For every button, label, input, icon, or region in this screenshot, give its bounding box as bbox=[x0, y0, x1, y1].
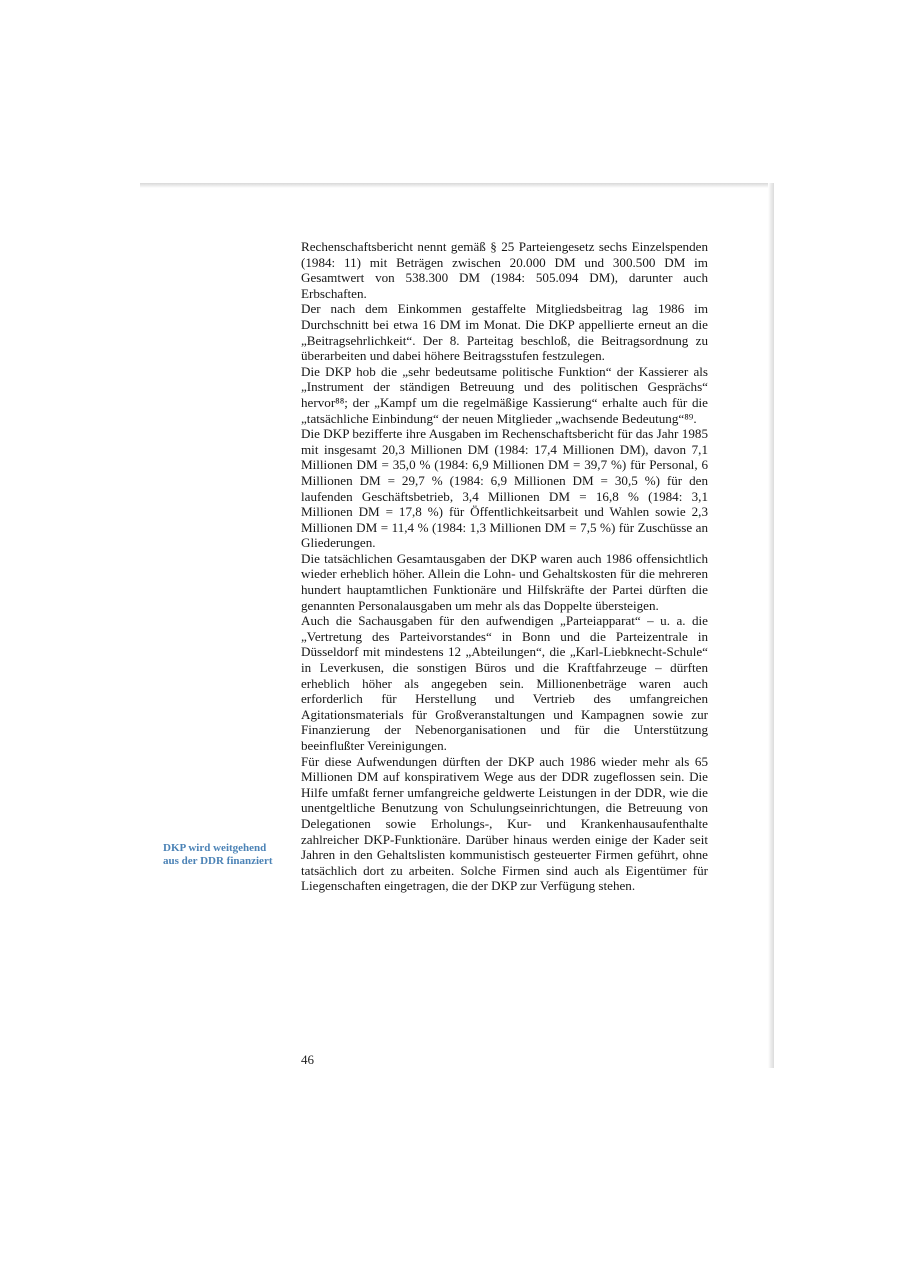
paragraph-material-expenses: Auch die Sachausgaben für den aufwendigen „Parteiapparat“ – u. a. die „Vertretung des Parteivorstandes“ in Bonn und die Parteizentrale in Düsseldorf mit mindestens 12 „Abteilungen“, die „Karl-Liebknecht-Schule“ in Leverkusen, die sonstigen Büros und die Kraftfahrzeuge – dürften erheblich höher als angegeben sein. Millionenbeträge waren auch erforderlich für Herstellung und Vertrieb des umfangreichen Agitationsmaterials für Großveranstaltungen und Kampagnen sowie zur Finanzierung der Nebenorganisationen und für die Unterstützung beeinflußter Vereinigungen. bbox=[301, 613, 708, 753]
body-text bbox=[301, 239, 708, 894]
scan-edge-right bbox=[768, 183, 774, 1068]
paragraph-gdr-funding: Für diese Aufwendungen dürften der DKP auch 1986 wieder mehr als 65 Millionen DM auf konspirativem Wege aus der DDR zugeflossen sein. Die Hilfe umfaßt ferner umfangreiche geldwerte Leistungen in der DDR, wie die unentgeltliche Benutzung von Schulungseinrichtungen, die Betreuung von Delegationen sowie Erholungs-, Kur- und Krankenhausaufenthalte zahlreicher DKP-Funktionäre. Darüber hinaus werden einige der Kader seit Jahren in den Gehaltslisten kommunistisch gesteuerter Firmen geführt, ohne tatsächlich dort zu arbeiten. Solche Firmen sind auch als Eigentümer für Liegenschaften eingetragen, die der DKP zur Verfügung stehen. bbox=[301, 753, 708, 894]
paragraph-membership-fees: Der nach dem Einkommen gestaffelte Mitgliedsbeitrag lag 1986 im Durchschnitt bei etwa 16 DM im Monat. Die DKP appellierte erneut an die „Beitragsehrlichkeit“. Der 8. Parteitag beschloß, die Beitragsordnung zu überarbeiten und dabei höhere Beitragsstufen festzulegen. bbox=[301, 301, 708, 364]
paragraph-actual-expenses: Die tatsächlichen Gesamtausgaben der DKP waren auch 1986 offensichtlich wieder erheblich höher. Allein die Lohn- und Gehaltskosten für die mehreren hundert hauptamtlichen Funktionäre und Hilfskräfte der Partei dürften die genannten Personalausgaben um mehr als das Doppelte übersteigen. bbox=[301, 550, 708, 613]
margin-note: DKP wird weitgehend aus der DDR finanziert bbox=[163, 842, 273, 867]
scan-edge-top bbox=[140, 183, 773, 188]
page-number: 46 bbox=[301, 1052, 314, 1067]
paragraph-expenses-1985: Die DKP bezifferte ihre Ausgaben im Rechenschaftsbericht für das Jahr 1985 mit insgesamt 20,3 Millionen DM (1984: 17,4 Millionen DM), davon 7,1 Millionen DM = 35,0 % (1984: 6,9 Millionen DM = 39,7 %) für Personal, 6 Millionen DM = 29,7 % (1984: 6,9 Millionen DM = 30,5 %) für den laufenden Geschäftsbetrieb, 3,4 Millionen DM = 16,8 % (1984: 3,1 Millionen DM = 17,8 %) für Öffentlichkeitsarbeit und Wahlen sowie 2,3 Millionen DM = 11,4 % (1984: 1,3 Millionen DM = 7,5 %) für Zuschüsse an Gliederungen. bbox=[301, 426, 708, 551]
paragraph-cashiers: Die DKP hob die „sehr bedeutsame politische Funktion“ der Kassierer als „Instrument der ständigen Betreuung und des politischen Gesprächs“ hervor⁸⁸; der „Kampf um die regelmäßige Kassierung“ erhalte auch für die „tatsächliche Einbindung“ der neuen Mitglieder „wachsende Bedeutung“⁸⁹. bbox=[301, 363, 708, 426]
paragraph-donations: Rechenschaftsbericht nennt gemäß § 25 Parteiengesetz sechs Einzelspenden (1984: 11) mit Beträgen zwischen 20.000 DM und 300.500 DM im Gesamtwert von 538.300 DM (1984: 505.094 DM), darunter auch Erbschaften. bbox=[301, 239, 708, 301]
